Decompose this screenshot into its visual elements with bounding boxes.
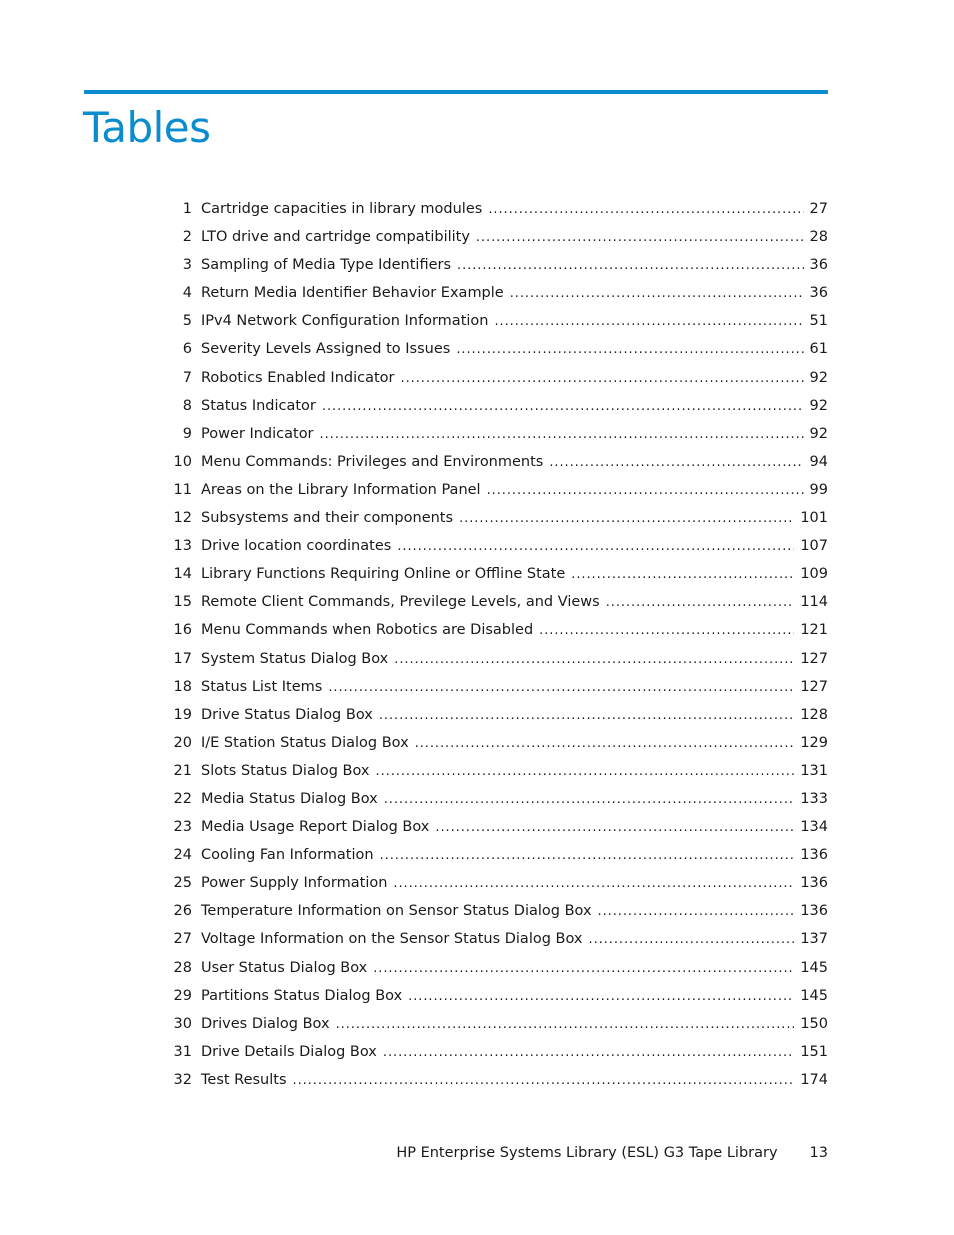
toc-entry-page-number: 127 [800,650,828,667]
toc-entry-page-number: 151 [800,1043,828,1060]
toc-entry-page-number: 134 [800,819,828,836]
toc-dot-leader [320,420,804,448]
toc-entry-page-number: 174 [800,1071,828,1088]
toc-entry-title: Return Media Identifier Behavior Example [201,285,504,302]
toc-dot-leader [457,251,804,279]
toc-entry-page-number: 145 [800,987,828,1004]
toc-entry-title: Status List Items [201,678,323,695]
toc-entry-number: 31 [173,1043,192,1060]
toc-entry-number: 32 [173,1071,192,1088]
toc-entry-page-number: 109 [800,566,828,583]
toc-dot-leader [606,588,795,616]
toc-entry-page-number: 114 [800,594,828,611]
toc-dot-leader [589,925,795,953]
toc-dot-leader [539,616,794,644]
toc-dot-leader [488,195,803,223]
toc-entry[interactable] [160,925,828,953]
toc-entry-number: 16 [173,622,192,639]
toc-entry-number: 19 [173,706,192,723]
toc-entry-page-number: 131 [800,762,828,779]
toc-entry-number: 20 [173,734,192,751]
toc-dot-leader [393,869,794,897]
toc-entry-title: Temperature Information on Sensor Status Dialog Box [201,903,592,920]
toc-entry[interactable] [160,841,828,869]
toc-entry-number: 14 [173,566,192,583]
toc-entry-title: Partitions Status Dialog Box [201,987,403,1004]
toc-entry[interactable] [160,701,828,729]
toc-entry[interactable] [160,869,828,897]
toc-dot-leader [293,1066,795,1094]
tables-list [160,195,828,1094]
toc-entry-title: Remote Client Commands, Previlege Levels, and Views [201,594,600,611]
toc-entry-title: Robotics Enabled Indicator [201,369,395,386]
toc-entry-page-number: 145 [800,959,828,976]
toc-entry-title: Menu Commands: Privileges and Environments [201,453,544,470]
toc-entry-title: Media Usage Report Dialog Box [201,819,430,836]
toc-entry[interactable] [160,1038,828,1066]
toc-entry[interactable] [160,504,828,532]
toc-entry-title: Slots Status Dialog Box [201,762,370,779]
toc-entry-title: Voltage Information on the Sensor Status Dialog Box [201,931,583,948]
toc-entry-number: 27 [173,931,192,948]
toc-entry-title: Test Results [201,1071,287,1088]
toc-entry-number: 12 [173,510,192,527]
toc-entry-title: Power Indicator [201,425,314,442]
toc-entry-page-number: 101 [800,510,828,527]
toc-dot-leader [376,757,795,785]
toc-dot-leader [487,476,804,504]
toc-entry-number: 30 [173,1015,192,1032]
toc-entry-number: 8 [182,397,192,414]
toc-entry[interactable] [160,532,828,560]
toc-entry-page-number: 136 [800,875,828,892]
toc-entry-page-number: 136 [800,903,828,920]
toc-entry[interactable] [160,476,828,504]
toc-entry[interactable] [160,335,828,363]
toc-entry[interactable] [160,560,828,588]
toc-entry[interactable] [160,251,828,279]
toc-dot-leader [435,813,794,841]
toc-entry-number: 21 [173,762,192,779]
toc-entry-number: 26 [173,903,192,920]
toc-entry[interactable] [160,223,828,251]
toc-dot-leader [408,982,794,1010]
page-title: Tables [83,103,211,152]
toc-entry-number: 10 [173,453,192,470]
toc-entry[interactable] [160,448,828,476]
toc-dot-leader [456,335,803,363]
toc-entry-title: Drives Dialog Box [201,1015,330,1032]
toc-entry-title: System Status Dialog Box [201,650,389,667]
toc-entry-page-number: 121 [800,622,828,639]
toc-dot-leader [598,897,795,925]
toc-entry-number: 23 [173,819,192,836]
toc-entry-page-number: 129 [800,734,828,751]
toc-entry-title: Drive Status Dialog Box [201,706,373,723]
footer-page-number: 13 [809,1145,828,1161]
toc-entry[interactable] [160,757,828,785]
toc-dot-leader [415,729,795,757]
toc-dot-leader [336,1010,795,1038]
toc-entry-number: 17 [173,650,192,667]
toc-entry[interactable] [160,195,828,223]
toc-entry-number: 24 [173,847,192,864]
toc-entry-page-number: 36 [809,257,828,274]
toc-entry[interactable] [160,954,828,982]
toc-entry-page-number: 99 [809,481,828,498]
toc-entry-page-number: 51 [809,313,828,330]
toc-entry[interactable] [160,588,828,616]
toc-entry[interactable] [160,307,828,335]
toc-entry-title: User Status Dialog Box [201,959,368,976]
toc-entry-number: 7 [182,369,192,386]
toc-entry-number: 18 [173,678,192,695]
page-footer [84,1142,828,1164]
toc-entry-title: Sampling of Media Type Identifiers [201,257,452,274]
toc-entry-number: 25 [173,875,192,892]
toc-entry[interactable] [160,616,828,644]
toc-entry-page-number: 92 [809,397,828,414]
toc-dot-leader [397,532,794,560]
toc-entry-page-number: 61 [809,341,828,358]
toc-entry-page-number: 137 [800,931,828,948]
toc-entry-number: 1 [182,201,192,217]
toc-dot-leader [401,364,804,392]
toc-entry-title: Severity Levels Assigned to Issues [201,341,451,358]
toc-entry-title: IPv4 Network Configuration Information [201,313,489,330]
toc-entry-title: LTO drive and cartridge compatibility [201,229,470,246]
toc-entry-title: Cartridge capacities in library modules [201,201,483,217]
toc-dot-leader [384,785,795,813]
toc-entry-page-number: 128 [800,706,828,723]
toc-dot-leader [549,448,803,476]
toc-entry-page-number: 92 [809,425,828,442]
toc-entry-number: 4 [182,285,192,302]
toc-dot-leader [394,645,794,673]
toc-dot-leader [380,841,795,869]
toc-entry-title: Cooling Fan Information [201,847,374,864]
toc-entry-title: Areas on the Library Information Panel [201,481,481,498]
toc-dot-leader [322,392,804,420]
toc-entry-number: 28 [173,959,192,976]
toc-entry[interactable] [160,420,828,448]
toc-entry[interactable] [160,673,828,701]
toc-entry[interactable] [160,1010,828,1038]
toc-entry-number: 6 [182,341,192,358]
header-rule [84,90,828,94]
toc-entry-title: Drive Details Dialog Box [201,1043,377,1060]
toc-dot-leader [510,279,804,307]
toc-entry-title: Media Status Dialog Box [201,790,378,807]
toc-entry-number: 5 [182,313,192,330]
toc-entry[interactable] [160,645,828,673]
toc-entry-number: 9 [182,425,192,442]
toc-dot-leader [373,954,794,982]
toc-entry-number: 3 [182,257,192,274]
toc-entry-page-number: 150 [800,1015,828,1032]
toc-entry-number: 22 [173,790,192,807]
toc-entry[interactable] [160,785,828,813]
toc-dot-leader [459,504,794,532]
toc-entry[interactable] [160,897,828,925]
toc-entry-number: 29 [173,987,192,1004]
toc-entry-title: Drive location coordinates [201,538,392,555]
toc-entry[interactable] [160,1066,828,1094]
toc-entry-page-number: 94 [809,453,828,470]
toc-entry[interactable] [160,982,828,1010]
toc-entry-title: Menu Commands when Robotics are Disabled [201,622,534,639]
toc-entry-number: 11 [173,481,192,498]
toc-dot-leader [383,1038,794,1066]
toc-entry-page-number: 133 [800,790,828,807]
toc-entry-page-number: 107 [800,538,828,555]
toc-entry-page-number: 127 [800,678,828,695]
toc-entry-page-number: 136 [800,847,828,864]
toc-entry[interactable] [160,729,828,757]
footer-document-title: HP Enterprise Systems Library (ESL) G3 Tape Library [396,1145,778,1161]
toc-entry-number: 13 [173,538,192,555]
toc-entry[interactable] [160,279,828,307]
toc-dot-leader [379,701,794,729]
toc-entry[interactable] [160,813,828,841]
toc-entry-page-number: 92 [809,369,828,386]
toc-entry-number: 2 [182,229,192,246]
toc-entry-title: Library Functions Requiring Online or Offline State [201,566,566,583]
toc-entry-page-number: 36 [809,285,828,302]
toc-dot-leader [571,560,794,588]
toc-entry-title: Power Supply Information [201,875,388,892]
toc-entry-title: Subsystems and their components [201,510,454,527]
toc-entry-page-number: 28 [809,229,828,246]
toc-entry-number: 15 [173,594,192,611]
toc-entry[interactable] [160,392,828,420]
toc-dot-leader [494,307,803,335]
toc-entry-title: Status Indicator [201,397,316,414]
toc-entry-title: I/E Station Status Dialog Box [201,734,409,751]
toc-entry[interactable] [160,364,828,392]
toc-entry-page-number: 27 [809,201,828,217]
toc-dot-leader [476,223,804,251]
toc-dot-leader [328,673,794,701]
